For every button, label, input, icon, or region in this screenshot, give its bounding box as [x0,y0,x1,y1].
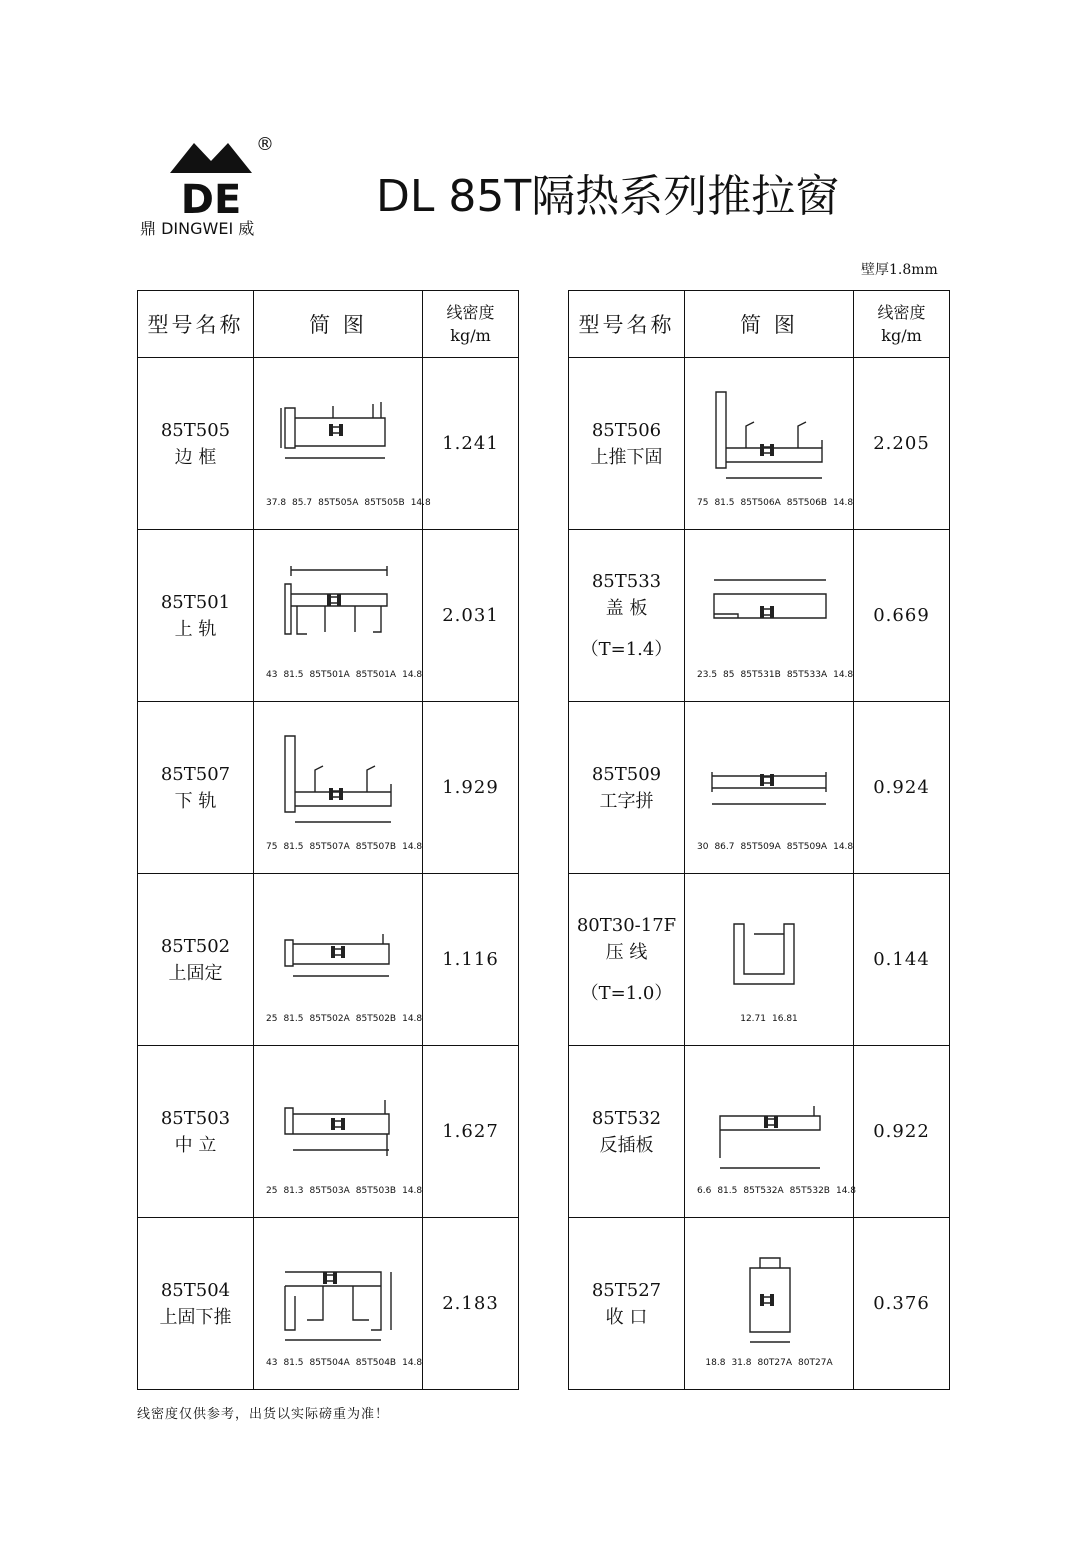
sketch-label: 85T531B [740,670,781,680]
sketch-label: 85T509A [740,842,781,852]
sketch-dimension-labels [694,1014,844,1025]
de-logo-mark-icon [170,139,252,217]
model-note: （T=1.4） [580,639,673,660]
footnote: 线密度仅供参考，出货以实际磅重为准！ [137,1407,390,1422]
sketch-label: 85T532B [789,1186,830,1196]
model-code: 85T506 [591,419,662,441]
density-value: 2.205 [854,358,950,530]
density-value: 0.922 [854,1046,950,1218]
header-density-cn: 线密度 [446,303,495,322]
model-cell [569,874,685,1046]
model-name: 上 轨 [174,618,217,640]
brand-logo [140,134,290,244]
profile-sketch-bead [694,894,844,1014]
model-name: 上固定 [168,962,223,984]
sketch-dimension-labels [263,670,423,681]
sketch-label: 37.8 [266,498,287,508]
model-cell [569,702,685,874]
brand-name [140,216,254,239]
registered-mark: ® [256,134,274,155]
profile-sketch-frame [263,378,413,498]
model-code: 85T509 [591,763,662,785]
sketch-label: 6.6 [697,1186,712,1196]
sketch-cell [254,1218,423,1390]
profile-sketch-cap [694,550,844,670]
model-name: 盖 板 [605,598,648,619]
sketch-label: 12.71 [740,1014,766,1024]
sketch-label: 85T506A [740,498,781,508]
table-row [138,1046,519,1218]
table-row [569,530,950,702]
sketch-label: 85.7 [292,498,313,508]
sketch-label: 85T533A [786,670,828,680]
sketch-label: 85 [723,670,735,680]
wall-thickness: 壁厚1.8mm [861,262,938,278]
sketch-label: 75 [697,498,709,508]
header-sketch: 简 图 [685,291,854,358]
sketch-label: 14.8 [833,498,854,508]
header-density [423,291,519,358]
model-cell [138,874,254,1046]
sketch-label: 31.8 [731,1358,752,1368]
sketch-dimension-labels [263,1186,423,1197]
sketch-label: 85T505B [364,498,405,508]
brand-name-suffix: 威 [238,219,255,238]
page-title: DL 85T隔热系列推拉窗 [376,171,840,222]
sketch-label: 75 [266,842,278,852]
sketch-label: 86.7 [714,842,735,852]
model-code: 85T502 [160,935,231,957]
sketch-label: 18.8 [705,1358,726,1368]
density-value: 0.144 [854,874,950,1046]
sketch-label: 85T505A [318,498,359,508]
sketch-label: 14.8 [410,498,431,508]
model-code: 85T503 [160,1107,231,1129]
sketch-label: 25 [266,1186,278,1196]
sketch-label: 14.8 [402,670,423,680]
logo-mark-letters: DE [180,177,242,217]
density-value: 0.924 [854,702,950,874]
model-name: 中 立 [174,1134,217,1156]
model-name: 边 框 [174,446,217,468]
model-cell [138,358,254,530]
sketch-dimension-labels [694,670,854,681]
model-code: 85T501 [160,591,231,613]
sketch-cell [685,1218,854,1390]
header-model: 型号名称 [138,291,254,358]
sketch-label: 30 [697,842,709,852]
sketch-label: 14.8 [402,1358,423,1368]
table-header-row [138,291,519,358]
density-value: 2.183 [423,1218,519,1390]
sketch-cell [685,530,854,702]
sketch-label: 14.8 [833,842,854,852]
table-row [138,530,519,702]
model-code: 85T507 [160,763,231,785]
profile-table-left [137,290,519,1390]
sketch-label: 81.3 [283,1186,304,1196]
table-row [138,1218,519,1390]
model-name: 反插板 [599,1134,654,1156]
model-name: 下 轨 [174,790,217,812]
sketch-label: 85T502A [309,1014,350,1024]
model-name: 工字拼 [599,790,654,812]
sketch-label: 25 [266,1014,278,1024]
sketch-label: 14.8 [402,1186,423,1196]
model-cell [569,530,685,702]
density-value: 2.031 [423,530,519,702]
profile-sketch-bottom-rail [694,378,844,498]
header-model: 型号名称 [569,291,685,358]
table-row [569,358,950,530]
profile-sketch-h-mullion [694,722,844,842]
table-row [569,702,950,874]
model-code: 85T527 [591,1279,662,1301]
sketch-label: 85T501A [309,670,350,680]
sketch-label: 85T532A [743,1186,784,1196]
density-value: 1.241 [423,358,519,530]
sketch-dimension-labels [694,842,854,853]
sketch-cell [254,1046,423,1218]
sketch-dimension-labels [694,1358,844,1369]
sketch-label: 14.8 [402,1014,423,1024]
sketch-label: 80T27A [757,1358,793,1368]
sketch-label: 81.5 [283,842,304,852]
model-cell [138,1218,254,1390]
sketch-cell [685,358,854,530]
density-value: 1.929 [423,702,519,874]
sketch-label: 85T504A [309,1358,350,1368]
density-value: 1.116 [423,874,519,1046]
sketch-label: 81.5 [717,1186,738,1196]
sketch-dimension-labels [263,498,431,509]
sketch-cell [254,702,423,874]
model-name: 收 口 [605,1306,648,1328]
profile-sketch-reverse [694,1066,844,1186]
sketch-dimension-labels [263,1014,423,1025]
sketch-label: 85T504B [355,1358,397,1368]
sketch-label: 80T27A [798,1358,833,1368]
model-code: 80T30-17F [576,915,677,936]
profile-sketch-closing [694,1238,844,1358]
table-row [138,702,519,874]
sketch-label: 85T501A [355,670,397,680]
model-cell [569,1046,685,1218]
sketch-label: 14.8 [833,670,854,680]
profile-sketch-top-rail [263,550,413,670]
model-name: 压 线 [605,942,648,963]
table-row [569,1218,950,1390]
sketch-label: 85T502B [355,1014,397,1024]
sketch-label: 85T503A [309,1186,350,1196]
sketch-label: 43 [266,670,278,680]
sketch-cell [685,1046,857,1218]
model-code: 85T505 [160,419,231,441]
sketch-label: 14.8 [835,1186,857,1196]
model-name: 上推下固 [590,446,663,468]
brand-name-latin: DINGWEI [161,219,234,238]
sketch-label: 81.5 [283,1358,304,1368]
model-note: （T=1.0） [580,983,673,1004]
brand-name-prefix: 鼎 [140,219,157,238]
table-row [569,874,950,1046]
profile-sketch-mullion [263,1066,413,1186]
profile-sketch-fixed-slide [263,1238,413,1358]
model-code: 85T533 [591,571,662,592]
sketch-cell [254,530,423,702]
header-sketch: 简 图 [254,291,423,358]
profile-table-right [568,290,950,1390]
model-code: 85T504 [160,1279,231,1301]
table-row [138,358,519,530]
sketch-label: 81.5 [714,498,735,508]
model-name: 上固下推 [159,1306,232,1328]
sketch-label: 85T503B [355,1186,397,1196]
sketch-dimension-labels [694,1186,857,1197]
sketch-cell [254,358,431,530]
sketch-label: 14.8 [402,842,423,852]
sketch-cell [254,874,423,1046]
density-value: 1.627 [423,1046,519,1218]
table-header-row [569,291,950,358]
sketch-label: 16.81 [772,1014,798,1024]
density-value: 0.376 [854,1218,950,1390]
model-cell [138,530,254,702]
sketch-dimension-labels [263,1358,423,1369]
sketch-label: 81.5 [283,670,304,680]
header-density [854,291,950,358]
table-row [569,1046,950,1218]
profile-sketch-fixed [263,894,413,1014]
model-code: 85T532 [591,1107,662,1129]
sketch-label: 85T507A [309,842,350,852]
sketch-cell [685,874,854,1046]
profile-sketch-bottom-rail [263,722,413,842]
sketch-label: 81.5 [283,1014,304,1024]
sketch-label: 23.5 [697,670,718,680]
sketch-label: 43 [266,1358,278,1368]
sketch-label: 85T506B [786,498,828,508]
model-cell [569,358,685,530]
header-density-unit: kg/m [450,326,491,345]
sketch-cell [685,702,854,874]
model-cell [138,702,254,874]
header-density-unit: kg/m [881,326,922,345]
model-cell [138,1046,254,1218]
sketch-dimension-labels [263,842,423,853]
sketch-label: 85T507B [355,842,397,852]
table-row [138,874,519,1046]
header-density-cn: 线密度 [877,303,926,322]
density-value: 0.669 [854,530,950,702]
model-cell [569,1218,685,1390]
sketch-label: 85T509A [786,842,828,852]
sketch-dimension-labels [694,498,854,509]
